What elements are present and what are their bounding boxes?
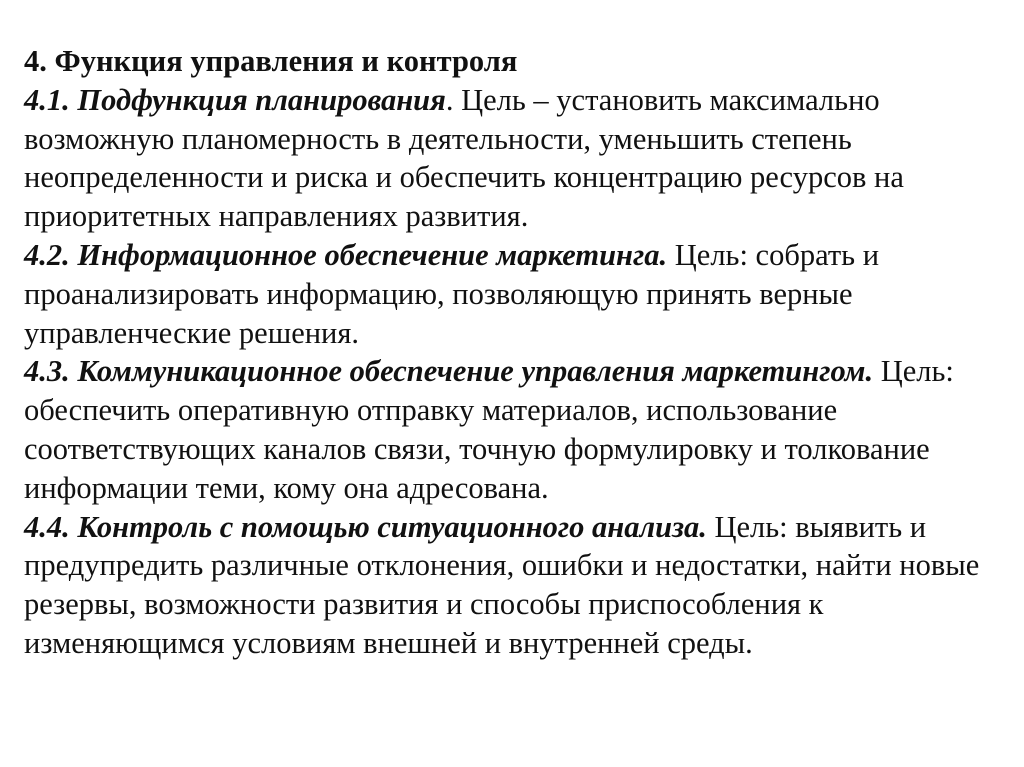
section-information-support: [24, 236, 1014, 352]
section-title: 4.3. Коммуникационное обеспечение управления маркетингом.: [24, 354, 874, 389]
section-planning: [24, 81, 1014, 236]
section-title: 4.1. Подфункция планирования: [24, 82, 446, 117]
section-title: 4.2. Информационное обеспечение маркетинга.: [24, 237, 668, 272]
slide-content: [24, 42, 1014, 663]
section-text: Цель: собрать и проанализировать информацию, позволяющую принять верные управленческие решения.: [24, 237, 880, 350]
section-text: . Цель – установить максимально возможную планомерность в деятельности, уменьшить степень неопределенности и риска и обеспечить концентрацию ресурсов на приоритетных направлениях развития.: [24, 82, 904, 234]
slide-heading: 4. Функция управления и контроля: [24, 44, 518, 78]
section-communication-support: [24, 352, 1014, 507]
section-situational-analysis: [24, 508, 1014, 663]
section-title: 4.4. Контроль с помощью ситуационного анализа.: [24, 509, 707, 544]
section-text: Цель: выявить и предупредить различные отклонения, ошибки и недостатки, найти новые резервы, возможности развития и способы приспособления к изменяющимся условиям внешней и внутренней среды.: [24, 509, 980, 660]
section-text: Цель: обеспечить оперативную отправку материалов, использование соответствующих каналов связи, точную формулировку и толкование информации теми, кому она адресована.: [24, 354, 954, 505]
